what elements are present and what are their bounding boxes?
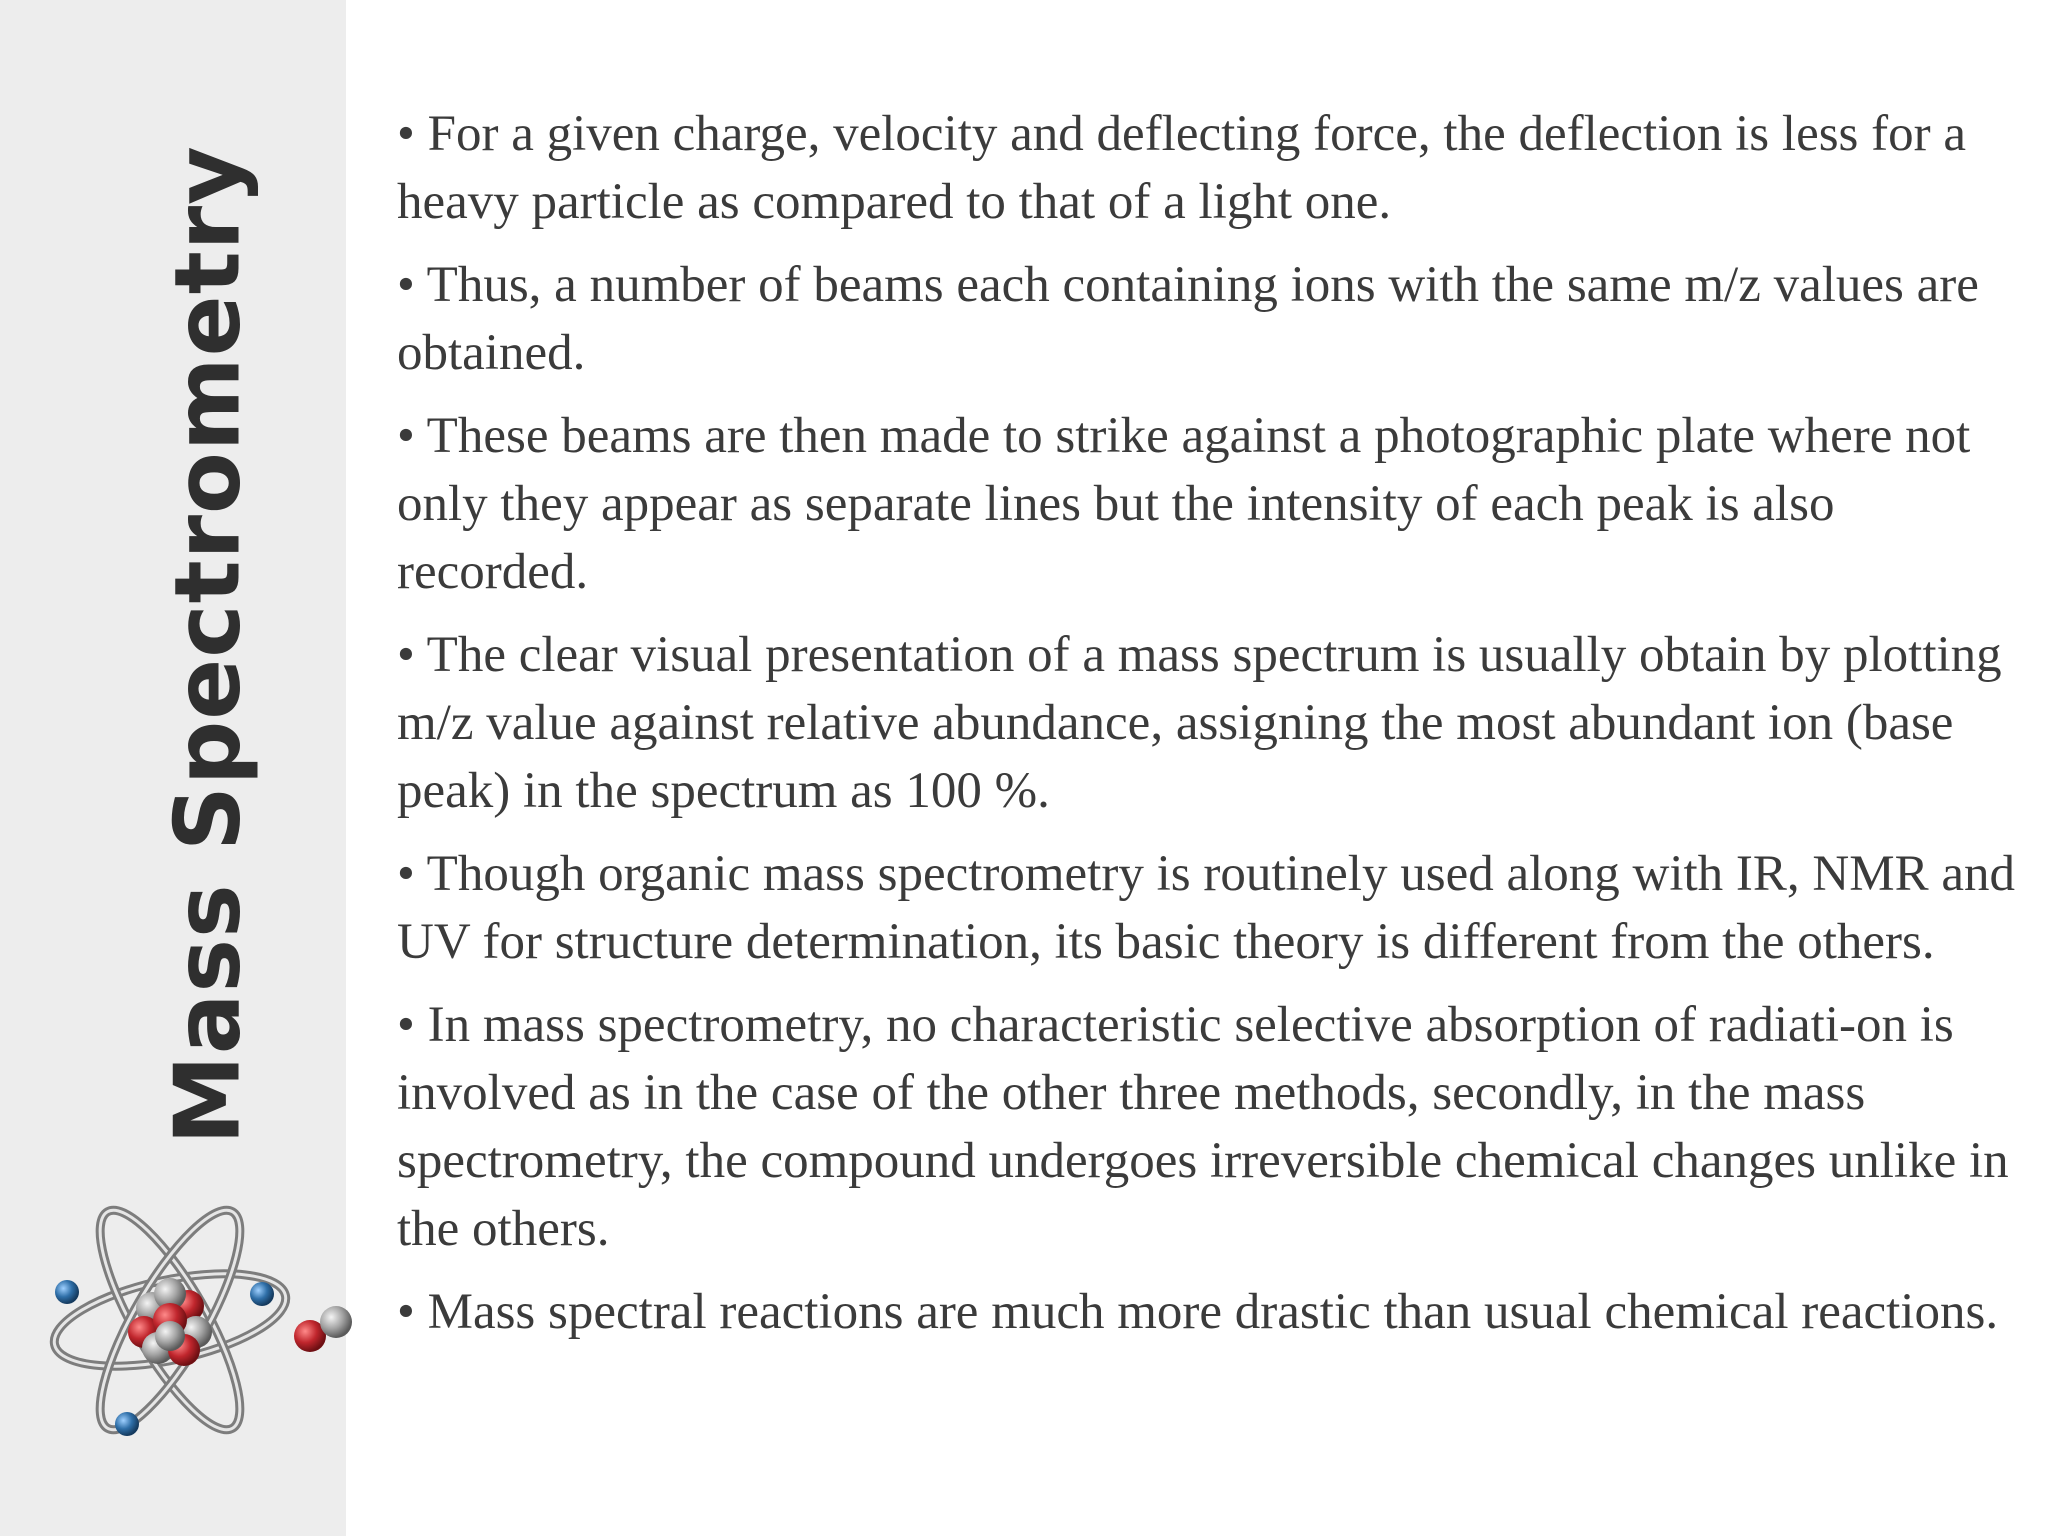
- bullet-item: • Thus, a number of beams each containing ions with the same m/z values are obtained.: [397, 257, 1979, 381]
- slide-title-vertical: Mass Spectrometry: [155, 145, 261, 1145]
- bullet-item: • Though organic mass spectrometry is routinely used along with IR, NMR and UV for structure determination, its basic theory is different from the others.: [397, 846, 2016, 970]
- sidebar-panel: [0, 0, 346, 1536]
- bullet-item: • For a given charge, velocity and deflecting force, the deflection is less for a heavy particle as compared to that of a light one.: [397, 106, 1966, 230]
- bullet-list: [397, 100, 2037, 1361]
- bullet-item: • The clear visual presentation of a mass spectrum is usually obtain by plotting m/z value against relative abundance, assigning the most abundant ion (base peak) in the spectrum as 100 %.: [397, 627, 2002, 819]
- atom-icon: [40, 1170, 370, 1480]
- bullet-item: • Mass spectral reactions are much more drastic than usual chemical reactions.: [397, 1284, 1999, 1340]
- bullet-item: • These beams are then made to strike against a photographic plate where not only they appear as separate lines but the intensity of each peak is also recorded.: [397, 408, 1971, 600]
- bullet-item: • In mass spectrometry, no characteristic selective absorption of radiati-on is involved as in the case of the other three methods, secondly, in the mass spectrometry, the compound undergoes irreversible chemical changes unlike in the others.: [397, 997, 2009, 1257]
